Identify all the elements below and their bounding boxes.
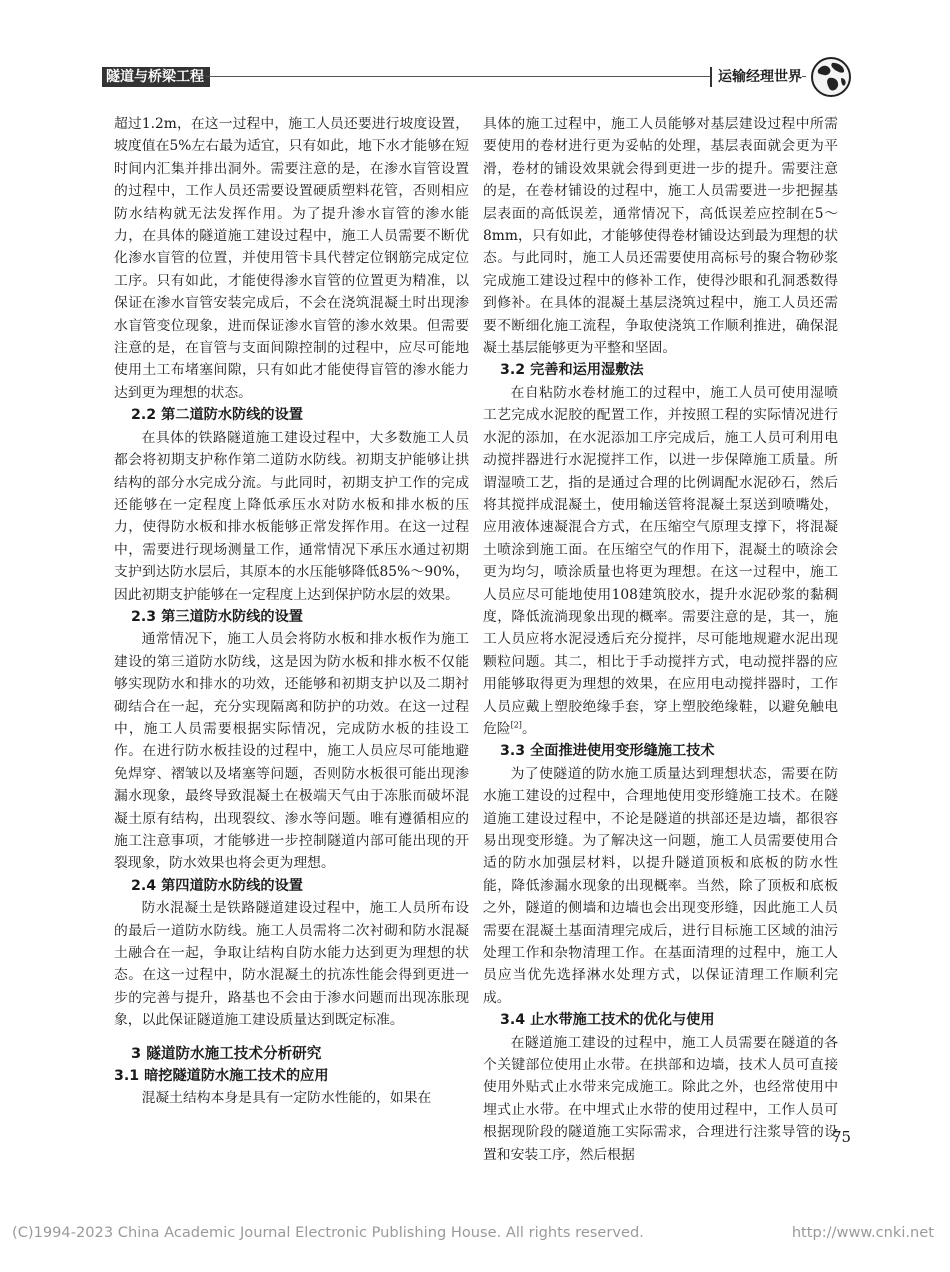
journal-name: 运输经理世界 bbox=[710, 67, 802, 87]
page-number: 75 bbox=[832, 1128, 852, 1146]
paragraph: 在具体的铁路隧道施工建设过程中，大多数施工人员都会将初期支护称作第二道防水防线。初期支护能够让拱结构的部分水完成分流。与此同时，初期支护工作的完成还能够在一定程度上降低承压水对防水板和排水板的压力，使得防水板和排水板能够正常发挥作用。在这一过程中，需要进行现场测量工作，通常情况下承压水通过初期支护到达防水层后，其原本的水压能够降低85%～90%，因此初期支护能够在一定程度上达到保护防水层的效果。 bbox=[114, 429, 469, 603]
left-column bbox=[114, 113, 469, 1110]
section-heading-3-2: 3.2 完善和运用湿敷法 bbox=[500, 362, 644, 379]
section-heading-3-3: 3.3 全面推进使用变形缝施工技术 bbox=[500, 743, 715, 760]
paragraph-text: 在自粘防水卷材施工的过程中，施工人员可使用湿喷工艺完成水泥胶的配置工作，并按照工程的实际情况进行水泥的添加，在水泥添加工序完成后，施工人员可利用电动搅拌器进行水泥搅拌工作，以进一步保障施工质量。所谓湿喷工艺，指的是通过合理的比例调配水泥砂石，然后将其搅拌成混凝土，使用输送管将混凝土泵送到喷嘴处，应用液体速凝混合方式，在压缩空气原理支撑下，将混凝土喷涂到施工面。在压缩空气的作用下，混凝土的喷涂会更为均匀，喷涂质量也将更为理想。在这一过程中，施工人员应尽可能地使用108建筑胶水，提升水泥砂浆的黏稠度，降低流淌现象出现的概率。需要注意的是，其一，施工人员应将水泥浸透后充分搅拌，尽可能地规避水泥出现颗粒问题。其二，相比于手动搅拌方式，电动搅拌器的应用能够取得更为理想的效果，在应用电动搅拌器时，工作人员应戴上塑胶绝缘手套，穿上塑胶绝缘鞋，以避免触电危险 bbox=[483, 384, 838, 737]
section-heading-3-4: 3.4 止水带施工技术的优化与使用 bbox=[500, 1012, 715, 1029]
paragraph bbox=[483, 382, 838, 741]
paragraph: 为了使隧道的防水施工质量达到理想状态，需要在防水施工建设的过程中，合理地使用变形缝施工技术。在隧道施工建设过程中，不论是隧道的拱部还是边墙，都很容易出现变形缝。为了解决这一问题，施工人员需要使用合适的防水加强层材料，以提升隧道顶板和底板的防水性能，降低渗漏水现象的出现概率。当然，除了顶板和底板之外，隧道的侧墙和边墙也会出现变形缝，因此施工人员需要在混凝土基面清理完成后，进行目标施工区域的油污处理工作和杂物清理工作。在基面清理的过程中，施工人员应当优先选择淋水处理方式，以保证清理工作顺利完成。 bbox=[483, 765, 838, 1006]
section-heading-3-1: 3.1 暗挖隧道防水施工技术的应用 bbox=[114, 1068, 329, 1085]
paragraph: 在隧道施工建设的过程中，施工人员需要在隧道的各个关键部位使用止水带。在拱部和边墙，技术人员可直接使用外贴式止水带来完成施工。除此之外，也经常使用中埋式止水带。在中埋式止水带的使用过程中，工作人员可根据现阶段的隧道施工实际需求，合理进行注浆导管的设置和安装工序，然后根据 bbox=[483, 1034, 838, 1163]
copyright-text: (C)1994-2023 China Academic Journal Electronic Publishing House. All rights reserved. bbox=[12, 1224, 644, 1241]
citation: [2] bbox=[510, 720, 522, 730]
globe-icon bbox=[810, 56, 852, 98]
section-heading-2-2: 2.2 第二道防水防线的设置 bbox=[131, 407, 303, 424]
paragraph: 超过1.2m，在这一过程中，施工人员还要进行坡度设置，坡度值在5%左右最为适宜，只有如此，地下水才能够在短时间内汇集并排出洞外。需要注意的是，在渗水盲管设置的过程中，工作人员还需要设置硬质塑料花管，否则相应防水结构就无法发挥作用。为了提升渗水盲管的渗水能力，在具体的隧道施工建设过程中，施工人员需要不断优化渗水盲管的位置，并使用管卡具代替定位钢筋完成定位工序。只有如此，才能使得渗水盲管的位置更为精准，以保证在渗水盲管安装完成后，不会在浇筑混凝土时出现渗水盲管变位现象，进而保证渗水盲管的渗水效果。但需要注意的是，在盲管与支面间隙控制的过程中，应尽可能地使用土工布堵塞间隙，只有如此才能使得盲管的渗水能力达到更为理想的状态。 bbox=[114, 116, 469, 401]
paragraph: 具体的施工过程中，施工人员能够对基层建设过程中所需要使用的卷材进行更为妥帖的处理，基层表面就会更为平滑，卷材的铺设效果就会得到更进一步的提升。需要注意的是，在卷材铺设的过程中，施工人员需要进一步把握基层表面的高低误差，通常情况下，高低误差应控制在5～8mm，只有如此，才能够使得卷材铺设达到最为理想的状态。与此同时，施工人员还需要使用高标号的聚合物砂浆完成施工建设过程中的修补工作，使得沙眼和孔洞悉数得到修补。在具体的混凝土基层浇筑过程中，施工人员还需要不断细化施工流程，争取使浇筑工作顺利推进，确保混凝土基层能够更为平整和坚固。 bbox=[483, 116, 838, 357]
paragraph: 混凝土结构本身是具有一定防水性能的，如果在 bbox=[141, 1090, 432, 1107]
paragraph-end: 。 bbox=[521, 720, 536, 737]
section-heading-3: 3 隧道防水施工技术分析研究 bbox=[131, 1044, 322, 1062]
paragraph: 防水混凝土是铁路隧道建设过程中，施工人员所布设的最后一道防水防线。施工人员需将二次衬砌和防水混凝土融合在一起，争取让结构自防水能力达到更为理想的状态。在这一过程中，防水混凝土的抗冻性能会得到更进一步的完善与提升，路基也不会由于渗水问题而出现冻胀现象，以此保证隧道施工建设质量达到既定标准。 bbox=[114, 900, 469, 1029]
spacer bbox=[114, 1032, 469, 1043]
running-header bbox=[102, 62, 852, 102]
footer-url: http://www.cnki.net bbox=[791, 1224, 934, 1241]
section-heading-2-3: 2.3 第三道防水防线的设置 bbox=[131, 608, 303, 625]
section-tag: 隧道与桥梁工程 bbox=[102, 67, 210, 87]
right-column bbox=[483, 113, 838, 1166]
copyright-footer bbox=[12, 1224, 938, 1241]
paragraph: 通常情况下，施工人员会将防水板和排水板作为施工建设的第三道防水防线，这是因为防水板和排水板不仅能够实现防水和排水的功效，还能够和初期支护以及二期衬砌结合在一起，充分实现隔离和防护的功效。在这一过程中，施工人员需要根据实际情况，完成防水板的挂设工作。在进行防水板挂设的过程中，施工人员应尽可能地避免焊穿、褶皱以及堵塞等问题，否则防水板很可能出现渗漏水现象，最终导致混凝土在极端天气由于冻胀而破坏混凝土原有结构，出现裂纹、渗水等问题。唯有遵循相应的施工注意事项，才能够进一步控制隧道内部可能出现的开裂现象，防水效果也将会更为理想。 bbox=[114, 631, 469, 872]
section-heading-2-4: 2.4 第四道防水防线的设置 bbox=[131, 877, 303, 894]
